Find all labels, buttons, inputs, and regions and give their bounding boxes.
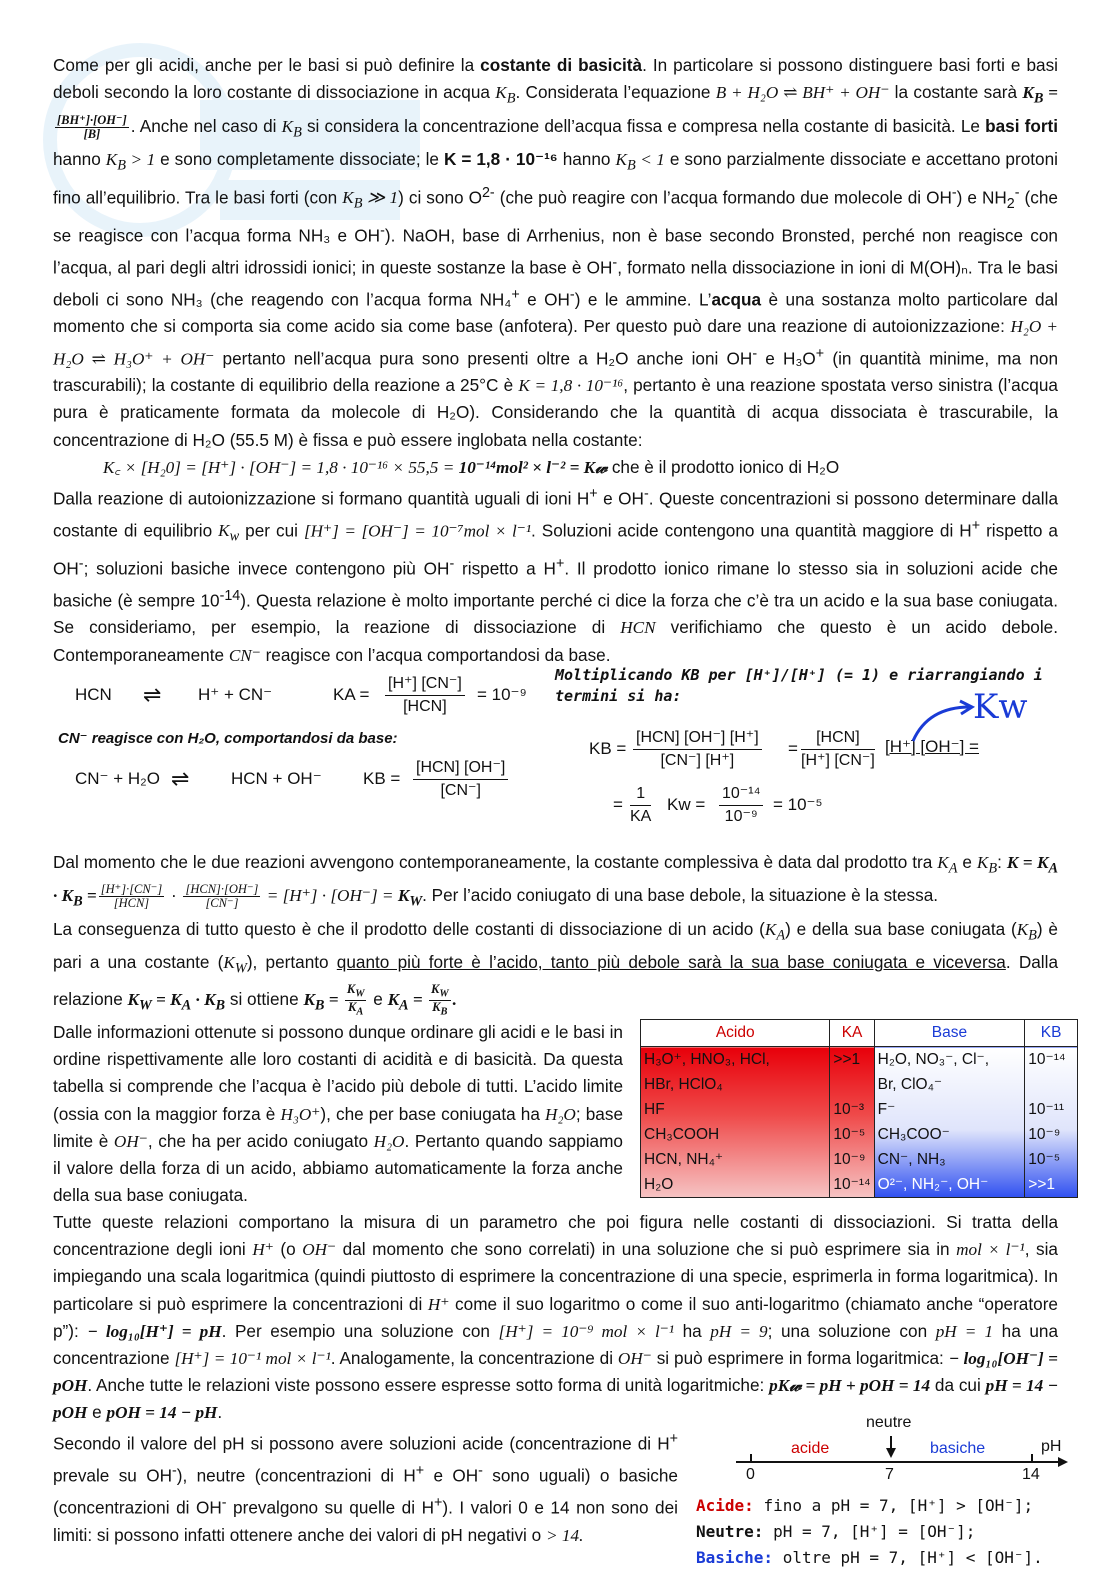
math-equation: [H⁺] = [OH⁻] = 10⁻⁷mol × l⁻¹ [303, 521, 531, 541]
numerator: [HCN] [OH⁻] [H⁺] [633, 727, 762, 750]
text: + [511, 286, 520, 303]
table-cell [1028, 1072, 1074, 1097]
text: la costante sarà [889, 82, 1023, 103]
text: , sia impiegando una scala logaritmica (quindi piuttosto di esprimere la concentrazione di una specie, esprimerla in forma logaritmica). In particolare si può esprimere la concentrazioni di [53, 1239, 1058, 1314]
text: (o [273, 1239, 303, 1260]
math-ph-def: − log₁₀[H⁺] = pH [87, 1321, 222, 1341]
table-cell: CH₃COO⁻ [877, 1126, 950, 1144]
reaction-cn-left: CN⁻ + H₂O [75, 768, 160, 788]
text: : [997, 851, 1007, 872]
paragraph-product: Dal momento che le due reazioni avvengono contemporaneamente, la costante complessiva è data dal prodotto tra $K_A$ e $K_B$: $K = K_A \cdot K_B$ = $\frac{[H^+]\cdot[CN^-]}{\text{[HCN]}}$ · $\frac{\text{[HCN]·[OH⁻]}}{[CN^-]}$ = $[H^+] \cdot [OH^-] = K_W$. Per l’acido coniugato di una base debole, la situazione è la stessa. [53, 851, 1058, 911]
math-unit: mol × l⁻¹ [956, 1240, 1025, 1260]
text-bold: acqua [711, 289, 762, 310]
math-h: H⁺ [252, 1240, 274, 1260]
text: ) e NH [956, 187, 1007, 208]
text: - [78, 555, 84, 572]
math-equation-bold: pK𝓌 = pH + pOH = 14 [769, 1375, 931, 1395]
axis-label: pH [1041, 1438, 1062, 1456]
legend-text: oltre pH = 7, [H⁺] < [OH⁻]. [782, 1548, 1043, 1568]
text: Come per gli acidi, anche per le basi si può definire la [53, 55, 481, 75]
acid-base-table [640, 1019, 1078, 1198]
denominator: [CN⁻] [440, 781, 481, 799]
text: . Per l’acido coniugato di una base debole, la situazione è la stessa. [422, 885, 939, 906]
math-poh-def: − log₁₀[OH⁻] = pOH [53, 1348, 1058, 1395]
text: per cui [239, 520, 304, 541]
equals: = [788, 738, 798, 758]
text: e sono parzialmente dissociate e accettano protoni fino all’equilibrio. Tra le basi forti (con [53, 149, 1058, 208]
fraction [183, 883, 260, 910]
text: + [669, 1431, 678, 1448]
text: e OH [519, 289, 570, 310]
text: 2- [481, 184, 495, 201]
ph-scale-figure [696, 1414, 1076, 1584]
ka-label: KA = [333, 684, 370, 704]
text: . Pertanto quando sappiamo il valore della forza di un acido, abbiamo automaticamente la forza anche della sua base coniugata. [53, 1130, 623, 1205]
text: prevalgono su quelle di H [226, 1497, 434, 1518]
math-k: $K = K_A \cdot K_B$ = [53, 852, 1058, 910]
table-cell: CH₃COOH [644, 1126, 720, 1144]
legend-text: fino a pH = 7, [H⁺] > [OH⁻]; [763, 1496, 1034, 1516]
math-equation: pH = 1 [935, 1321, 994, 1341]
table-cell: 10⁻⁵ [1028, 1151, 1061, 1169]
text: ; una soluzione con [767, 1320, 936, 1341]
text: - [612, 254, 618, 271]
text: ha [674, 1320, 711, 1341]
fraction [55, 114, 129, 141]
header-acid: Acido [641, 1020, 830, 1047]
text: dal momento che sono correlati) in una soluzione che si può esprimere sia in [336, 1239, 957, 1260]
paragraph-ph-scale [53, 1426, 678, 1549]
text: da cui [930, 1374, 986, 1395]
text: ), pertanto [246, 952, 337, 973]
numerator: [HCN] [801, 727, 875, 750]
text: ) e della sua base coniugata ( [785, 918, 1017, 939]
text: Secondo il valore del pH si possono avere soluzioni acide (concentrazione di H [53, 1433, 670, 1454]
table-cell: O²⁻, NH₂⁻, OH⁻ [877, 1176, 989, 1194]
math-oh: OH⁻ [302, 1240, 337, 1260]
table-cell: 10⁻¹⁴ [1028, 1051, 1066, 1069]
text: e OH [424, 1465, 479, 1486]
text: . Queste concentrazioni si possono determinare dalla costante di equilibrio [53, 488, 1059, 541]
table-cell: 10⁻⁹ [833, 1151, 866, 1169]
math-cn: CN⁻ [228, 645, 261, 665]
table-cell: F⁻ [877, 1101, 896, 1119]
math-kb: $K_B$ [1016, 919, 1037, 944]
text: hanno [53, 149, 106, 170]
math-equation: [H⁺] = 10⁻¹ mol × l⁻¹ [174, 1348, 331, 1368]
text: che è il prodotto ionico di H₂O [607, 456, 840, 477]
text: ) e le ammine. L’ [574, 289, 712, 310]
text: . Considerata l’equazione [515, 82, 716, 103]
text: - [478, 1462, 483, 1479]
kb-column [1025, 1047, 1078, 1198]
denominator: [CN⁻] [205, 896, 239, 911]
text: si può esprimere in forma logaritmica: [651, 1347, 949, 1368]
text: ). Questa relazione è molto importante perché ci dice la forza che c’è tra un acido e la sua base coniugata. Se consideriamo, per esempio, la reazione di dissociazione di [53, 590, 1058, 638]
math-ka: $K_A$ [937, 852, 958, 877]
text: ). I valori 0 e 14 non sono dei limiti: si possono infatti ottenere anche dei valori di pH negativi o [53, 1497, 678, 1545]
text: . Soluzioni acide contengono una quantità maggiore di H [531, 520, 972, 541]
text: - [752, 345, 758, 362]
table-cell: >>1 [833, 1051, 861, 1069]
table-cell: >>1 [1028, 1176, 1055, 1194]
text-underlined: quanto più forte è l’acido, tanto più debole sarà la sua base coniugata e viceversa [336, 952, 1006, 973]
math-equation: pH = 9 [710, 1321, 768, 1341]
text: si considera la concentrazione dell’acqua fissa e compresa nella costante di basicità. Le [301, 115, 986, 136]
table-cell: HF [644, 1101, 665, 1119]
math-hcn: HCN [620, 618, 656, 638]
numerator: [HCN]·[OH⁻] [185, 882, 259, 897]
text: La conseguenza di tutto questo è che il prodotto delle costanti di dissociazione di un acido ( [53, 918, 765, 939]
math-h2o: H₂O [545, 1104, 576, 1124]
legend-label: Acide: [696, 1496, 754, 1516]
table-cell: 10⁻³ [833, 1101, 864, 1119]
header-ka: KA [830, 1020, 874, 1047]
math-kb: $K_B$ ≫ 1 [342, 188, 399, 212]
text: e [87, 1401, 107, 1422]
paragraph-table-intro [53, 1019, 623, 1209]
text: Tutte queste relazioni comportano la misura di un parametro che poi figura nelle costanti di dissociazioni. Si tratta della concentrazione degli ioni [53, 1212, 1058, 1260]
text: ) è pari a una costante ( [53, 918, 1058, 973]
text: e OH [597, 488, 644, 509]
text: . Dalla relazione [53, 952, 1059, 1009]
text: reagisce con l’acqua comportandosi da base. [260, 644, 611, 665]
math-equation-bold: 10⁻¹⁴mol² × l⁻² = K𝓌 [458, 457, 608, 477]
numerator: [BH⁺]·[OH⁻] [57, 112, 127, 127]
text: sono uguali) o basiche (concentrazioni di OH [53, 1465, 678, 1518]
table-cell: HBr, HClO₄ [644, 1076, 723, 1094]
text: ), che per base coniugata ha [320, 1103, 546, 1124]
kb-label: KB = [363, 768, 401, 788]
math-kw: $K_W$ [223, 953, 247, 977]
math-kb: $K_B$ [281, 116, 302, 141]
math-k: K = 1,8 · 10⁻¹⁶ [518, 376, 624, 396]
math-h3o: H₃O⁺ [280, 1104, 321, 1124]
denominator: [CN⁻] [H⁺] [660, 751, 735, 769]
header-base: Base [874, 1020, 1025, 1047]
text: 2 [1006, 195, 1015, 212]
math-equation-bold: pOH = 14 − pH [106, 1402, 218, 1422]
math-kb: $K_B$ [976, 852, 998, 877]
table-cell: 10⁻⁹ [1028, 1126, 1061, 1144]
label-basiche: basiche [930, 1440, 986, 1458]
math-equation: B + H₂O ⇌ BH⁺ + OH⁻ [715, 83, 890, 103]
text: , pertanto è una reazione spostata verso sinistra (l’acqua pura è praticamente formata da molecole di H₂O). Considerando che la quantità di acqua dissociata è trascurabile, la concentrazione di H₂O (55.5 M) è fissa e può essere inglobata nella costante: [53, 375, 1058, 450]
math-gt14: > 14. [545, 1525, 584, 1545]
math-ka-eq: $K_A$ = $\frac{K_W}{K_B}$ . [387, 981, 457, 1018]
text: - [643, 485, 649, 502]
paragraph-autoionization [53, 481, 1058, 669]
text: e [368, 988, 388, 1009]
kb-fraction [413, 757, 508, 802]
paragraph-basicity [53, 52, 1058, 454]
text: prevale su OH [53, 1465, 172, 1486]
text: > 1 [130, 150, 156, 170]
text: + [815, 345, 825, 362]
denominator: [H⁺] [CN⁻] [801, 751, 875, 769]
denominator: [HCN] [403, 697, 447, 715]
text: Dalle informazioni ottenute si possono dunque ordinare gli acidi e le basi in ordine rispettivamente alle loro costanti di acidità e di basicità. Da questa tabella si comprende che l’acqua è l’acido più debole di tutti. L’acido limite (ossia con la maggior forza è [53, 1022, 623, 1124]
acid-base-section [53, 1019, 1066, 1209]
table-cell: 10⁻¹⁴ [833, 1176, 871, 1194]
text: e sono completamente dissociate; le [155, 149, 444, 170]
text: ), neutre (concentrazioni di H [176, 1465, 416, 1486]
text: hanno [557, 149, 616, 170]
numerator: 10⁻¹⁴ [719, 783, 763, 806]
ka-column [830, 1047, 874, 1198]
fraction [719, 783, 763, 828]
text: < 1 [640, 150, 665, 170]
label-neutre: neutre [866, 1414, 912, 1432]
text: - [569, 286, 575, 303]
text: + [971, 517, 981, 534]
ph-section [53, 1414, 1062, 1586]
ka-value: = 10⁻⁹ [477, 684, 527, 704]
text: . Anche nel caso di [130, 115, 282, 136]
math-h2o: H₂O [373, 1131, 405, 1151]
text: Dal momento che le due reazioni avvengono contemporaneamente, la costante complessiva è data dal prodotto tra [53, 851, 938, 872]
table-cell: H₂O [644, 1176, 674, 1194]
text: . Per esempio una soluzione con [221, 1320, 499, 1341]
math-equation: H₂O + H₂O ⇌ H₃O⁺ + OH⁻ [53, 317, 1058, 369]
text: - [951, 184, 957, 201]
numerator: 1 [630, 783, 651, 806]
math-kb: $K_B$ [495, 83, 516, 107]
text: ) ci sono O [398, 187, 482, 208]
text: è una sostanza molto particolare dal momento che si comporta sia come acido sia come base (anfotera). Per questo può dare una reazione di autoionizzazione: [53, 289, 1058, 337]
paragraph-ph: Tutte queste relazioni comportano la misura di un parametro che poi figura nelle costanti di dissociazioni. Si tratta della concentrazione degli ioni H⁺ (o OH⁻ dal momento che sono correlati) in una soluzione che si può esprimere sia in mol × l⁻¹, sia impiegando una scala logaritmica (quindi piuttosto di esprimere la concentrazione di una specie, esprimerla in forma logaritmica). In particolare si può esprimere la concentrazioni di H⁺ come il suo logaritmo o come il suo anti-logaritmo (chiamato anche “operatore p”): − log₁₀[H⁺] = pH. Per esempio una soluzione con [H⁺] = 10⁻⁹ mol × l⁻¹ ha pH = 9; una soluzione con pH = 1 ha una concentrazione [H⁺] = 10⁻¹ mol × l⁻¹. Analogamente, la concentrazione di OH⁻ si può esprimere in forma logaritmica: − log₁₀[OH⁻] = pOH. Anche tutte le relazioni viste possono essere espresse sotto forma di unità logaritmiche: pK𝓌 = pH + pOH = 14 da cui pH = 14 − pOH e pOH = 14 − pH. [53, 1212, 1059, 1422]
reaction-cn-right: HCN + OH⁻ [231, 768, 322, 788]
fraction [99, 883, 164, 910]
math-equation: [H⁺] = 10⁻⁹ mol × l⁻¹ [498, 1321, 675, 1341]
math-kw-eq: $K_W = K_A \cdot K_B$ [127, 989, 226, 1014]
kw-handwritten-label: Kw [973, 686, 1028, 727]
text: - [380, 222, 385, 239]
ka-fraction [385, 673, 465, 718]
table-cell: CN⁻, NH₃ [877, 1151, 946, 1169]
text: - [221, 1494, 227, 1511]
figure-note: Moltiplicando KB per [H⁺]/[H⁺] (= 1) e riarrangiando i termini si ha: [555, 665, 1043, 705]
text: ; base limite è [53, 1103, 624, 1151]
legend-basiche [696, 1548, 1043, 1567]
text: Dalla reazione di autoionizzazione si formano quantità uguali di ioni H [53, 488, 590, 509]
text: e [957, 851, 977, 872]
tick-0: 0 [746, 1466, 755, 1484]
text: . Analogamente, la concentrazione di [330, 1347, 618, 1368]
math-oh: OH⁻ [113, 1131, 148, 1151]
numerator: [H⁺]·[CN⁻] [100, 882, 163, 897]
legend-label: Basiche: [696, 1548, 774, 1568]
math-kb: $K_B < 1$ [615, 150, 665, 174]
equals: = [613, 794, 623, 814]
math-kw: $K_w$ [218, 521, 240, 545]
reaction-hcn-right: H⁺ + CN⁻ [198, 684, 273, 704]
equilibrium-arrow-icon: ⇌ [143, 681, 162, 707]
text: + [434, 1494, 443, 1511]
math-kb-eq: $K_B$ = $\frac{K_W}{K_A}$ [303, 981, 365, 1018]
math-ka: $K_A$ [764, 919, 786, 944]
text-bold: basi forti [985, 115, 1059, 136]
table-cell: H₂O, NO₃⁻, Cl⁻, [877, 1051, 990, 1069]
math-kb: $K_B$ = [1022, 83, 1058, 107]
math-equation-bold: pH = 14 − pOH [53, 1375, 1059, 1422]
table-cell: 10⁻¹¹ [1028, 1101, 1065, 1119]
text: + [555, 555, 565, 572]
kw-text: Kw = [667, 794, 706, 814]
text: rispetto a OH [53, 520, 1058, 579]
text: ). NaOH, base di Arrhenius, non è base secondo Bronsted, perché non reagisce con l’acqua, al pari degli altri idrossidi ionici; in queste sostanze la base è OH [53, 225, 1058, 278]
paragraph-consequence [53, 916, 1058, 1020]
text: (in quantità minime, ma non trascurabili); la costante di equilibrio della reazione a 25°C è [53, 348, 1059, 396]
math-equation: = [H⁺] · [OH⁻] = [262, 886, 398, 906]
tick-14: 14 [1022, 1466, 1040, 1484]
denominator: 10⁻⁹ [724, 807, 758, 825]
fraction [633, 727, 762, 772]
table-cell: HCN, NH₄⁺ [644, 1151, 724, 1169]
tick-7: 7 [885, 1466, 894, 1484]
denominator: KA [630, 807, 652, 825]
text: . Il prodotto ionico rimane lo stesso sia in soluzioni acide che basiche (è sempre 10 [53, 558, 1058, 611]
table-cell: H₃O⁺, HNO₃, HCl, [644, 1051, 770, 1069]
acid-column [641, 1047, 830, 1198]
text: + [589, 485, 598, 502]
denominator: [B] [83, 126, 101, 141]
hcn-figure [53, 665, 1058, 843]
text: (che se reagisce con l’acqua forma NH₃ e OH [53, 187, 1058, 246]
text-bold: costante di basicità [480, 55, 643, 75]
text: -14 [219, 587, 241, 604]
label-acide: acide [791, 1440, 830, 1458]
math-kb: $K_B > 1$ [105, 150, 156, 174]
figure-caption: CN⁻ reagisce con H₂O, comportandosi da base: [58, 729, 398, 747]
text: , formato nella dissociazione in ioni di M(OH)ₙ. Tra le basi deboli ci sono NH₃ (che reagendo con l’acqua forma NH₄ [53, 257, 1058, 310]
text: rispetto a H [454, 558, 556, 579]
text: come il suo logaritmo o come il suo anti-logaritmo (chiamato anche “operatore p”): [53, 1293, 1058, 1341]
fraction [801, 727, 875, 772]
result: = 10⁻⁵ [773, 794, 823, 814]
text: + [415, 1462, 425, 1479]
legend-neutre [696, 1522, 975, 1541]
text: si ottiene [225, 988, 304, 1009]
kw-product: [H⁺] [OH⁻] = [885, 736, 979, 756]
text: ha una concentrazione [53, 1320, 1059, 1368]
text: pertanto nell’acqua pura sono presenti oltre a H₂O anche ioni OH [214, 348, 753, 369]
text: . Anche tutte le relazioni viste possono essere espresse sotto forma di unità logaritmiche: [87, 1374, 770, 1395]
legend-label: Neutre: [696, 1522, 764, 1542]
math-equation: K꜀ × [H₂0] = [H⁺] · [OH⁻] = 1,8 · 10⁻¹⁶ × 55,5 = [103, 457, 459, 477]
text: - [172, 1462, 177, 1479]
kb-label: KB = [589, 738, 627, 758]
text: - [449, 555, 455, 572]
text: (che può reagire con l’acqua formando due molecole di OH [494, 187, 952, 208]
text: , che ha per acido coniugato [147, 1130, 374, 1151]
text: ≫ 1 [367, 188, 399, 208]
numerator: [HCN] [OH⁻] [413, 757, 508, 780]
header-kb: KB [1025, 1020, 1078, 1047]
document-page [53, 52, 1066, 1586]
denominator: [HCN] [113, 896, 150, 911]
table-cell: Br, ClO₄⁻ [877, 1076, 943, 1094]
table-cell [833, 1072, 870, 1097]
text: - [1014, 184, 1020, 201]
numerator: [H⁺] [CN⁻] [385, 673, 465, 696]
math-h: H⁺ [427, 1294, 450, 1314]
reaction-hcn-left: HCN [75, 684, 112, 704]
text: e H₃O [757, 348, 816, 369]
legend-text: pH = 7, [H⁺] = [OH⁻]; [773, 1522, 976, 1542]
equilibrium-arrow-icon: ⇌ [171, 765, 190, 791]
base-column [874, 1047, 1025, 1198]
text: ; soluzioni basiche invece contengono più OH [83, 558, 450, 579]
table-cell: 10⁻⁵ [833, 1126, 866, 1144]
kw-equation-line [53, 454, 1058, 481]
math-kw: $K_W$ [397, 886, 423, 910]
text-bold: K = 1,8 · 10⁻¹⁶ [443, 149, 558, 170]
fraction [630, 783, 651, 828]
text: . In particolare si possono distinguere basi forti e basi deboli secondo la loro costante di dissociazione in acqua [53, 55, 1058, 103]
legend-acide [696, 1496, 1033, 1515]
math-oh: OH⁻ [617, 1348, 652, 1368]
arrow-icon [908, 699, 978, 744]
text: verifichiamo che questo è un acido debole. Contemporaneamente [53, 617, 1059, 665]
